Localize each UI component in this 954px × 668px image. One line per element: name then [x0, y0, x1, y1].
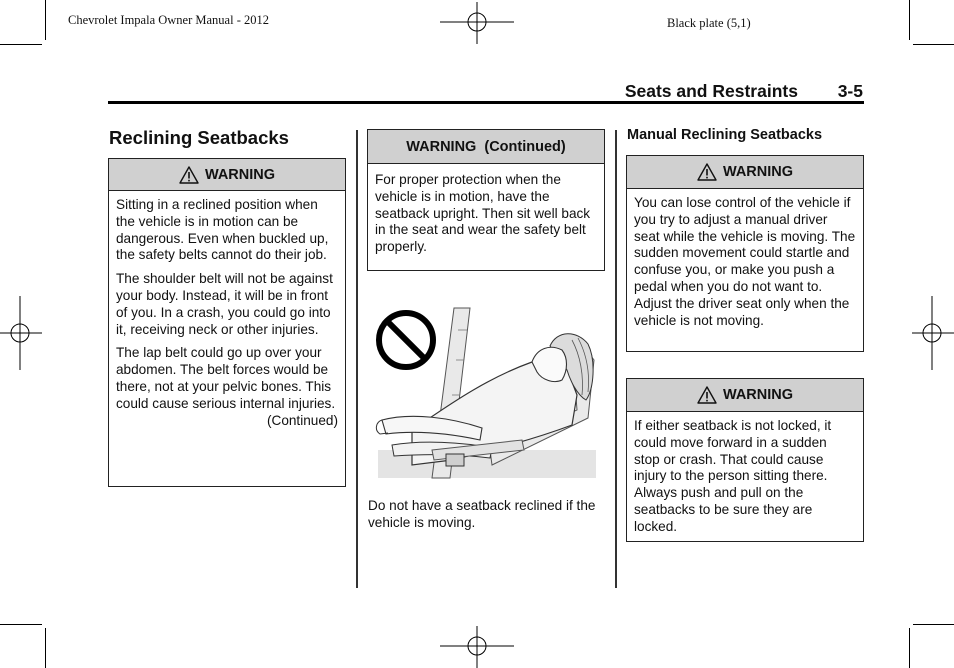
- reclined-occupant-illustration: [372, 300, 596, 480]
- crop-mark: [0, 624, 42, 625]
- registration-mark-left: [0, 296, 42, 370]
- warning-paragraph: If either seatback is not locked, it could move forward in a sudden stop or crash. That could cause injury to the person sitting there. Always push and pull on the seatbacks to be sure they are locked.: [634, 418, 832, 534]
- warning-header: [368, 130, 604, 164]
- subsection-title: Manual Reclining Seatbacks: [627, 127, 823, 143]
- warning-label: WARNING (Continued): [406, 138, 566, 155]
- warning-box: [626, 378, 864, 542]
- column-divider: [615, 130, 617, 588]
- registration-mark-bottom: [440, 626, 514, 668]
- warning-body: [109, 191, 345, 429]
- section-rule: [108, 101, 864, 104]
- crop-mark: [913, 624, 954, 625]
- warning-paragraph: You can lose control of the vehicle if you try to adjust a manual driver seat while the vehicle is moving. The sudden movement could startle and confuse you, or make you push a pedal when you do not want to. Adjust the driver seat only when the vehicle is not moving.: [634, 195, 856, 328]
- warning-label: WARNING: [722, 387, 794, 403]
- crop-mark: [909, 0, 910, 40]
- warning-body: [627, 412, 863, 536]
- warning-paragraph: The lap belt could go up over your abdomen. The belt forces would be there, not at your pelvic bones. This could cause serious internal injuries.: [116, 345, 336, 411]
- manual-title: Chevrolet Impala Owner Manual - 2012: [68, 13, 269, 27]
- crop-mark: [913, 44, 954, 45]
- crop-mark: [45, 0, 46, 40]
- warning-header: [627, 379, 863, 412]
- page-title: Reclining Seatbacks: [109, 127, 289, 148]
- section-name: Seats and Restraints: [624, 81, 798, 101]
- registration-mark-right: [912, 296, 954, 370]
- illustration-caption: Do not have a seatback reclined if the vehicle is moving.: [368, 498, 596, 530]
- warning-label: WARNING: [722, 164, 794, 180]
- warning-paragraph: The shoulder belt will not be against your body. Instead, it will be in front of you. In a crash, you could go into it, receiving neck or other injuries.: [116, 271, 333, 337]
- prohibition-icon: [379, 313, 433, 367]
- warning-box: [108, 158, 346, 487]
- warning-continued-box: [367, 129, 605, 271]
- warning-icon: [179, 166, 199, 184]
- crop-mark: [909, 628, 910, 668]
- registration-mark-top: [440, 2, 514, 44]
- page-number: 3-5: [837, 81, 863, 101]
- warning-body: [368, 164, 604, 256]
- warning-header: [627, 156, 863, 189]
- warning-paragraph: For proper protection when the vehicle is in motion, have the seatback upright. Then sit well back in the seat and wear the safety belt properly.: [375, 172, 591, 255]
- continued-label: (Continued): [266, 412, 338, 428]
- warning-paragraph: Sitting in a reclined position when the vehicle is in motion can be dangerous. Even when buckled up, the safety belts cannot do their job.: [116, 197, 329, 263]
- warning-label: WARNING: [204, 166, 276, 183]
- section-header: [625, 81, 863, 102]
- column-divider: [356, 130, 358, 588]
- warning-icon: [697, 386, 717, 404]
- warning-body: [627, 189, 863, 329]
- warning-header: [109, 159, 345, 191]
- crop-mark: [45, 628, 46, 668]
- crop-mark: [0, 44, 42, 45]
- plate-label: Black plate (5,1): [667, 16, 751, 30]
- warning-box: [626, 155, 864, 352]
- warning-icon: [697, 163, 717, 181]
